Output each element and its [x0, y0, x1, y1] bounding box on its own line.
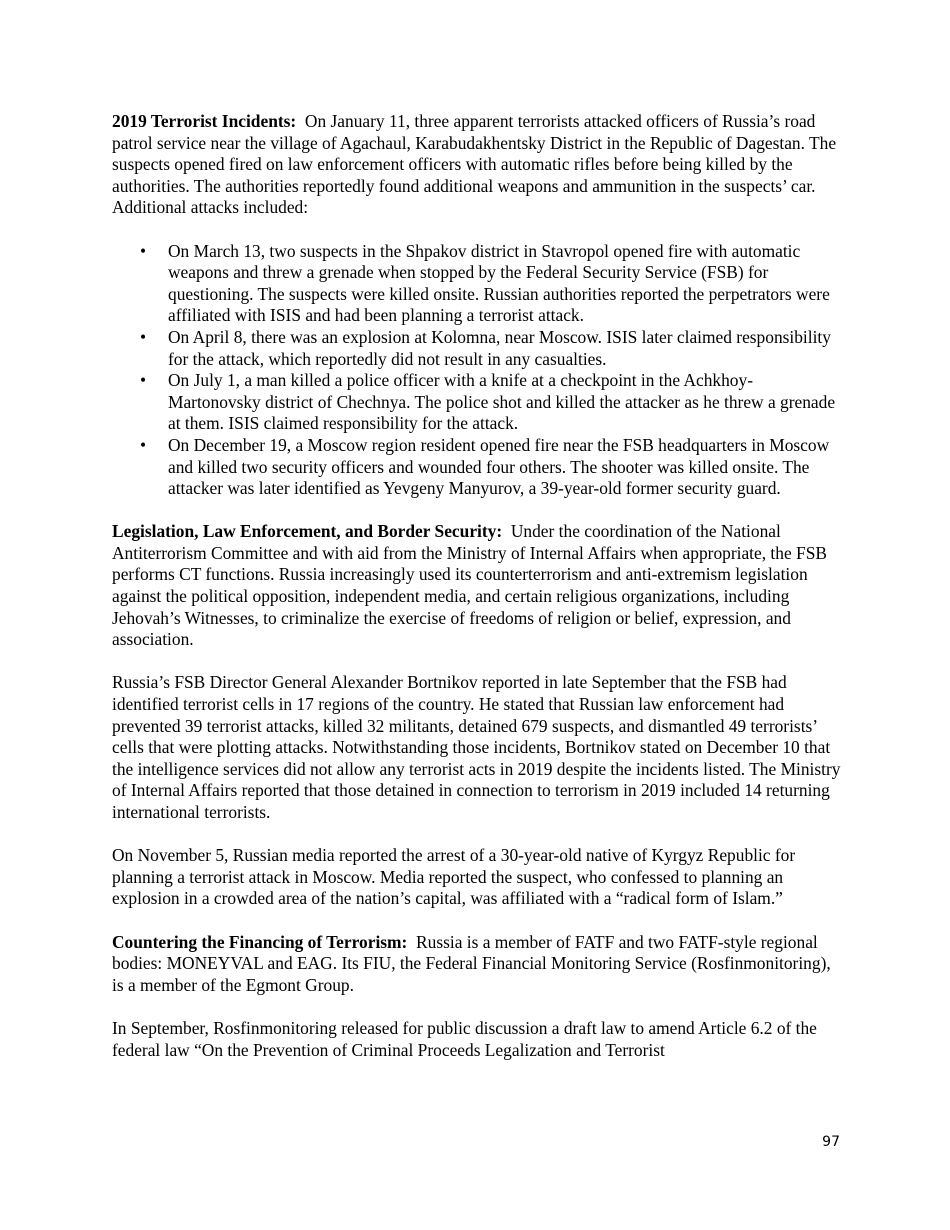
financing-paragraph — [112, 932, 844, 997]
list-item-text: On March 13, two suspects in the Shpakov district in Stavropol opened fire with automatic weapons and threw a grenade when stopped by the Federal Security Service (FSB) for questioning. The suspects were killed onsite. Russian authorities reported the perpetrators were affiliated with ISIS and had been planning a terrorist attack. — [168, 240, 830, 326]
financing-heading: Countering the Financing of Terrorism: — [112, 931, 408, 952]
list-item-text: On December 19, a Moscow region resident opened fire near the FSB headquarters in Moscow and killed two security officers and wounded four others. The shooter was killed onsite. The attacker was later identified as Yevgeny Manyurov, a 39-year-old former security guard. — [168, 434, 830, 499]
list-item — [112, 435, 844, 500]
incidents-paragraph — [112, 111, 844, 219]
legislation-paragraph — [112, 521, 844, 651]
bullet-icon: • — [140, 370, 147, 391]
list-item-text: On July 1, a man killed a police officer with a knife at a checkpoint in the Achkhoy-Martonovsky district of Chechnya. The police shot and killed the attacker as he threw a grenade at them. ISIS claimed responsibility for the attack. — [168, 370, 836, 434]
bullet-icon: • — [140, 326, 147, 347]
incidents-heading: 2019 Terrorist Incidents: — [112, 111, 297, 131]
legislation-text: Under the coordination of the National Antiterrorism Committee and with aid from the Ministry of Internal Affairs when appropriate, the FSB performs CT functions. Russia increasingly used its counterterrorism and anti-extremism legislation against the political opposition, independent media, and certain religious organizations, including Jehovah’s Witnesses, to criminalize the exercise of freedoms of religion or belief, expression, and association. — [112, 521, 827, 650]
list-item — [112, 327, 844, 370]
list-item — [112, 370, 844, 435]
incidents-list — [112, 241, 844, 500]
september-paragraph: In September, Rosfinmonitoring released for public discussion a draft law to amend Article 6.2 of the federal law “On the Prevention of Criminal Proceeds Legalization and Terrorist — [112, 1017, 817, 1060]
legislation-heading: Legislation, Law Enforcement, and Border Security: — [112, 521, 503, 542]
list-item-text: On April 8, there was an explosion at Kolomna, near Moscow. ISIS later claimed responsibility for the attack, which reportedly did not result in any casualties. — [168, 326, 831, 369]
financing-text: Russia is a member of FATF and two FATF-style regional bodies: MONEYVAL and EAG. Its FIU, the Federal Financial Monitoring Service (Rosfinmonitoring), is a member of the Egmont Group. — [112, 931, 831, 995]
bullet-icon: • — [140, 240, 147, 261]
list-item — [112, 241, 844, 327]
fsb-paragraph: Russia’s FSB Director General Alexander Bortnikov reported in late September that the FSB had identified terrorist cells in 17 regions of the country. He stated that Russian law enforcement had prevented 39 terrorist attacks, killed 32 militants, detained 679 suspects, and dismantled 49 terrorists’ cells that were plotting attacks. Notwithstanding those incidents, Bortnikov stated on December 10 that the intelligence services did not allow any terrorist acts in 2019 despite the incidents listed. The Ministry of Internal Affairs reported that those detained in connection to terrorism in 2019 included 14 returning international terrorists. — [112, 672, 841, 822]
bullet-icon: • — [140, 434, 147, 455]
page-number: 97 — [822, 1134, 840, 1150]
november-paragraph: On November 5, Russian media reported the arrest of a 30-year-old native of Kyrgyz Republic for planning a terrorist attack in Moscow. Media reported the suspect, who confessed to planning an explosion in a crowded area of the nation’s capital, was affiliated with a “radical form of Islam.” — [112, 845, 796, 909]
document-page — [112, 111, 844, 1083]
incidents-intro: On January 11, three apparent terrorists attacked officers of Russia’s road patrol service near the village of Agachaul, Karabudakhentsky District in the Republic of Dagestan. The suspects opened fired on law enforcement officers with automatic rifles before being killed by the authorities. The authorities reportedly found additional weapons and ammunition in the suspects’ car. Additional attacks included: — [112, 111, 837, 218]
